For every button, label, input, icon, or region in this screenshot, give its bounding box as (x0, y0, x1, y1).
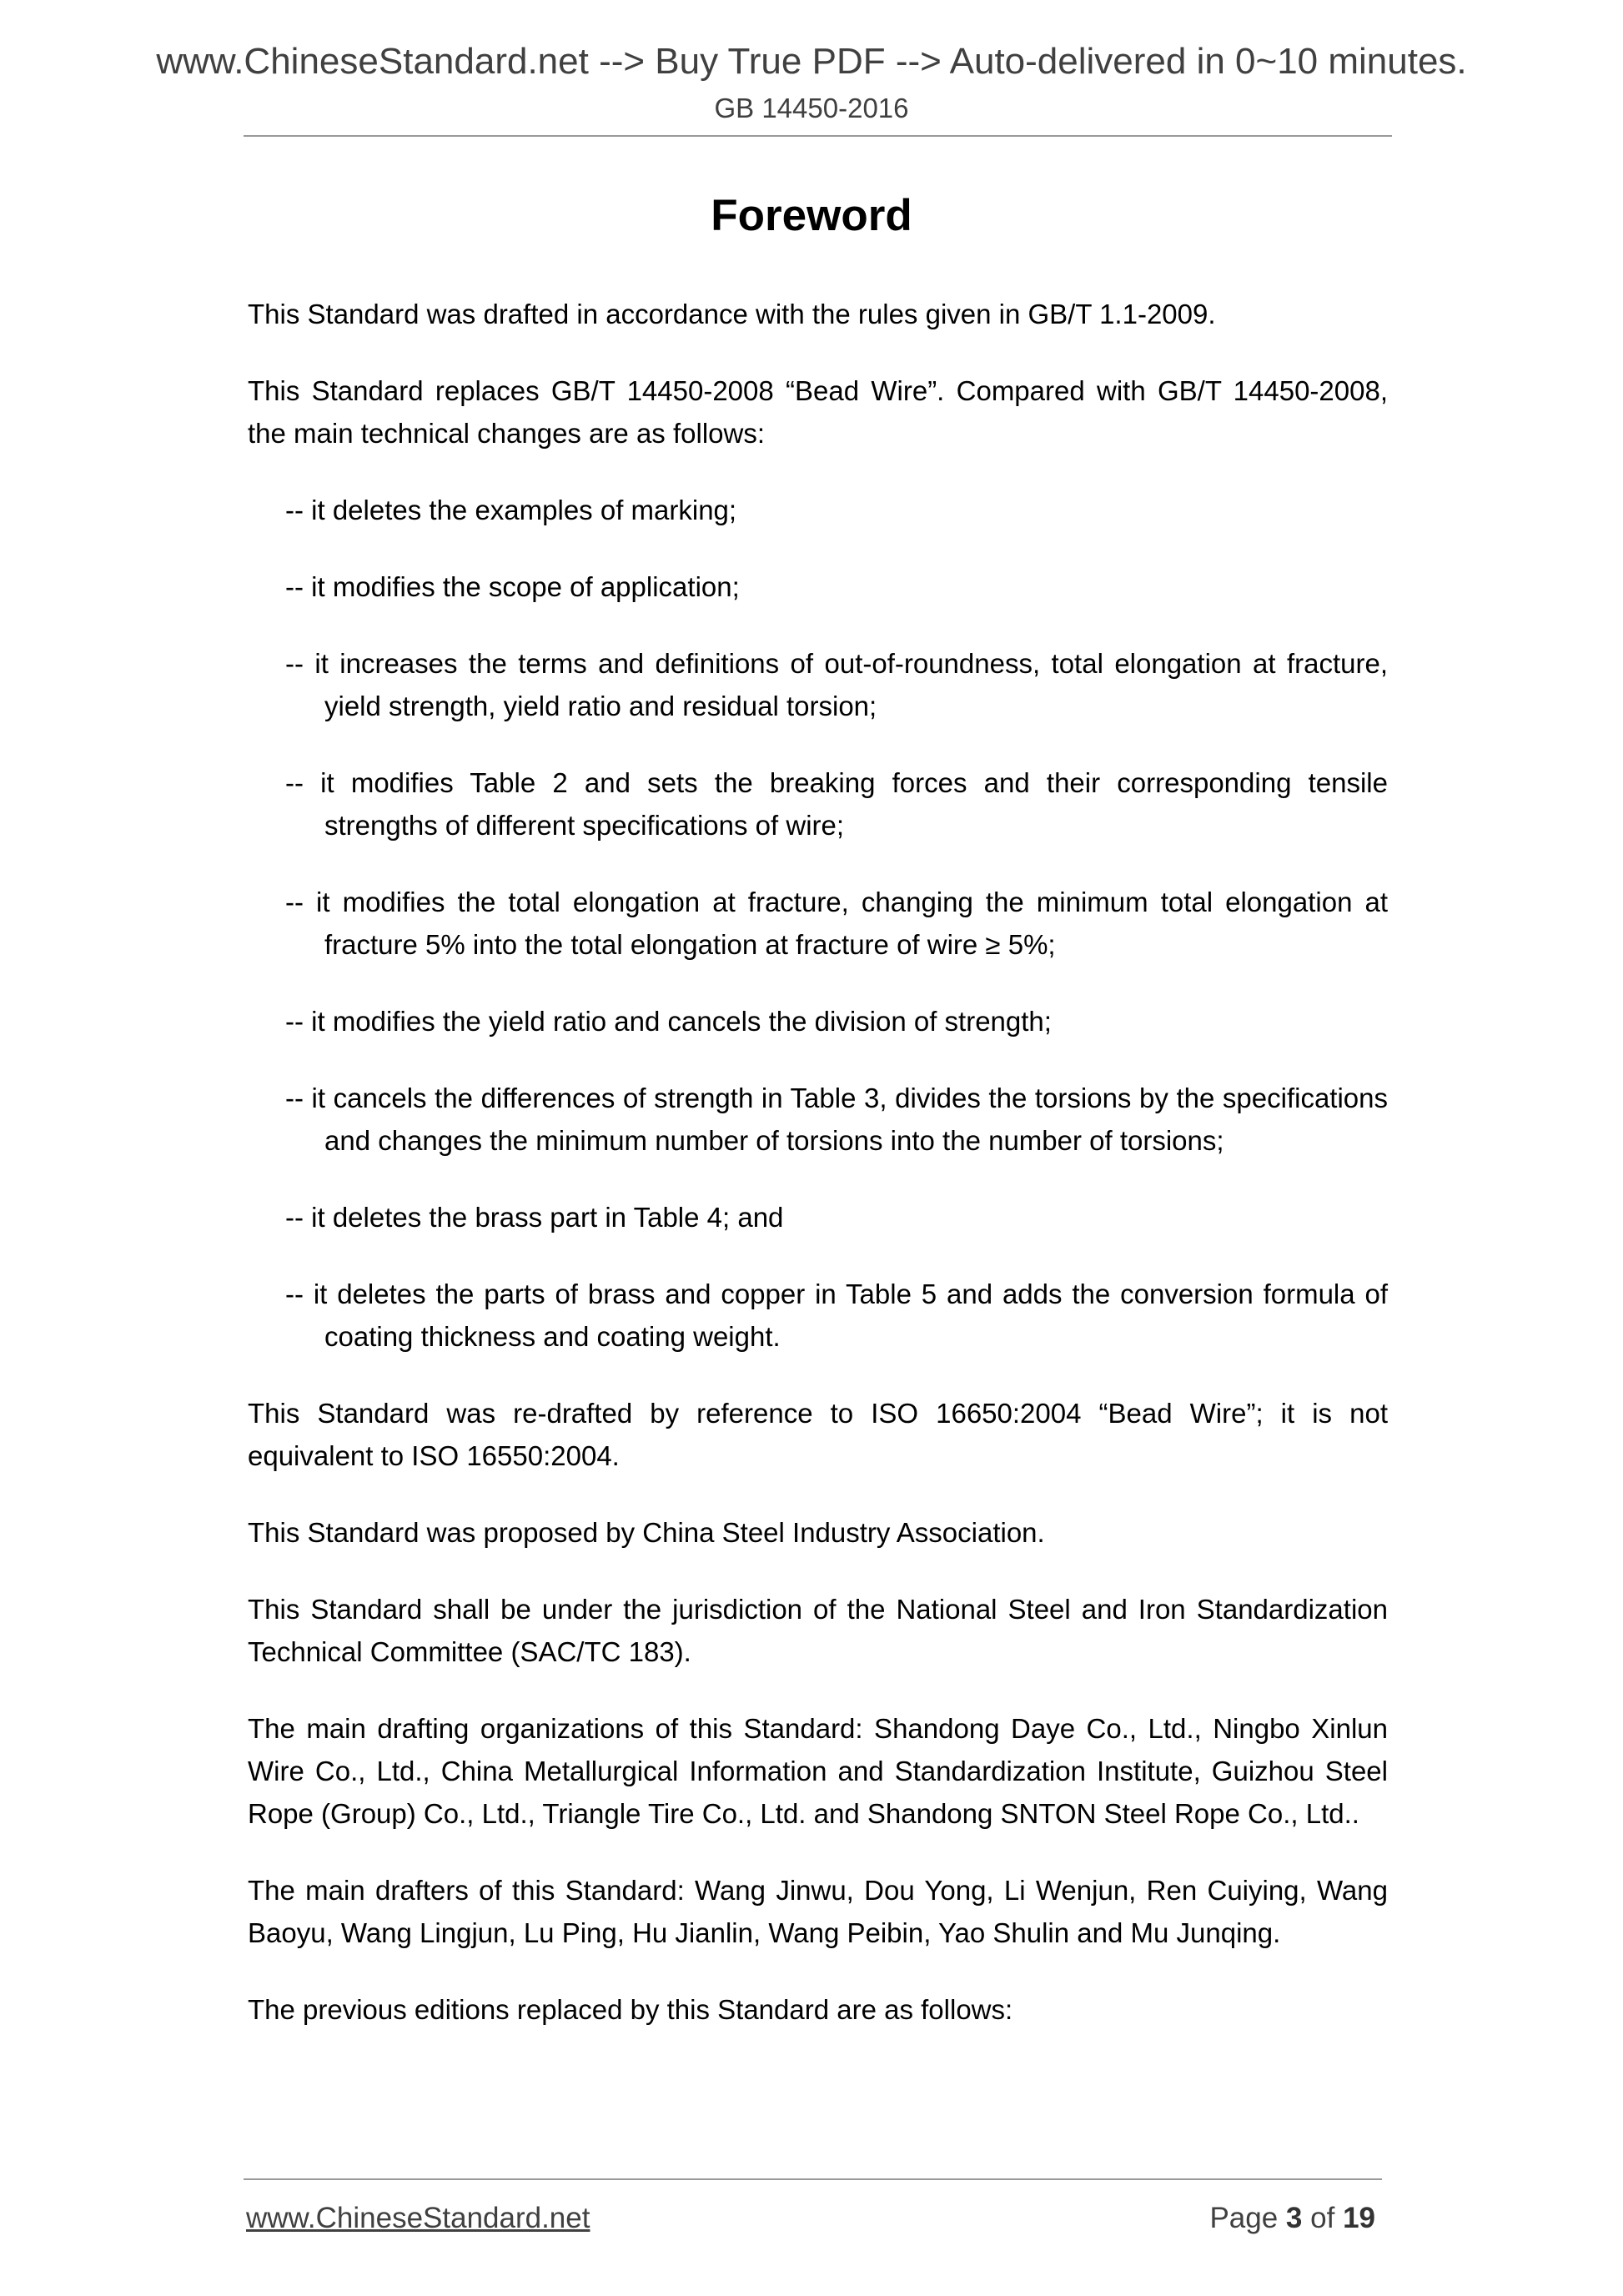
paragraph: This Standard was proposed by China Steel Industry Association. (248, 1517, 1045, 1548)
page-of: of (1310, 2202, 1335, 2234)
paragraph: This Standard was drafted in accordance with the rules given in GB/T 1.1-2009. (248, 299, 1216, 329)
change-item: -- it deletes the brass part in Table 4; and (285, 1202, 784, 1233)
footer-site-link[interactable]: www.ChineseStandard.net (246, 2202, 590, 2234)
paragraph: This Standard was re-drafted by reference to ISO 16650:2004 “Bead Wire”; it is not equivalent to ISO 16550:2004. (248, 1398, 1388, 1471)
change-item: -- it modifies the yield ratio and cancels the division of strength; (285, 1006, 1052, 1037)
change-item: -- it modifies Table 2 and sets the breaking forces and their corresponding tensile strengths of different specifications of wire; (285, 767, 1388, 841)
paragraph: The previous editions replaced by this Standard are as follows: (248, 1994, 1013, 2025)
page-current: 3 (1285, 2202, 1303, 2234)
paragraph: This Standard replaces GB/T 14450-2008 “Bead Wire”. Compared with GB/T 14450-2008, the main technical changes are as follows: (248, 375, 1388, 449)
change-item: -- it deletes the parts of brass and copper in Table 5 and adds the conversion formula of coating thickness and coating weight. (285, 1279, 1388, 1352)
page-total: 19 (1343, 2202, 1375, 2234)
change-item: -- it cancels the differences of strength in Table 3, divides the torsions by the specifications and changes the minimum number of torsions into the number of torsions; (285, 1083, 1388, 1156)
header-banner: www.ChineseStandard.net --> Buy True PDF --> Auto-delivered in 0~10 minutes. (156, 41, 1467, 82)
change-item: -- it increases the terms and definitions of out-of-roundness, total elongation at fracture, yield strength, yield ratio and residual torsion; (285, 648, 1388, 721)
header-divider (244, 135, 1392, 137)
page-number (1209, 2202, 1375, 2235)
change-item: -- it modifies the total elongation at fracture, changing the minimum total elongation at fracture 5% into the total elongation at fracture of wire ≥ 5%; (285, 887, 1388, 960)
change-item: -- it deletes the examples of marking; (285, 495, 737, 525)
paragraph: The main drafting organizations of this Standard: Shandong Daye Co., Ltd., Ningbo Xinlun Wire Co., Ltd., China Metallurgical Information and Standardization Institute, Guizhou Steel Rope (Group) Co., Ltd., Triangle Tire Co., Ltd. and Shandong SNTON Steel Rope Co., Ltd.. (248, 1713, 1388, 1829)
page-prefix: Page (1209, 2202, 1279, 2234)
paragraph: The main drafters of this Standard: Wang Jinwu, Dou Yong, Li Wenjun, Ren Cuiying, Wang Baoyu, Wang Lingjun, Lu Ping, Hu Jianlin, Wang Peibin, Yao Shulin and Mu Junqing. (248, 1875, 1388, 1948)
document-code: GB 14450-2016 (714, 93, 909, 123)
page-title: Foreword (711, 191, 912, 240)
paragraph: This Standard shall be under the jurisdiction of the National Steel and Iron Standardization Technical Committee (SAC/TC 183). (248, 1594, 1388, 1667)
footer-divider (244, 2178, 1382, 2180)
document-body (248, 293, 1388, 2065)
change-item: -- it modifies the scope of application; (285, 571, 740, 602)
